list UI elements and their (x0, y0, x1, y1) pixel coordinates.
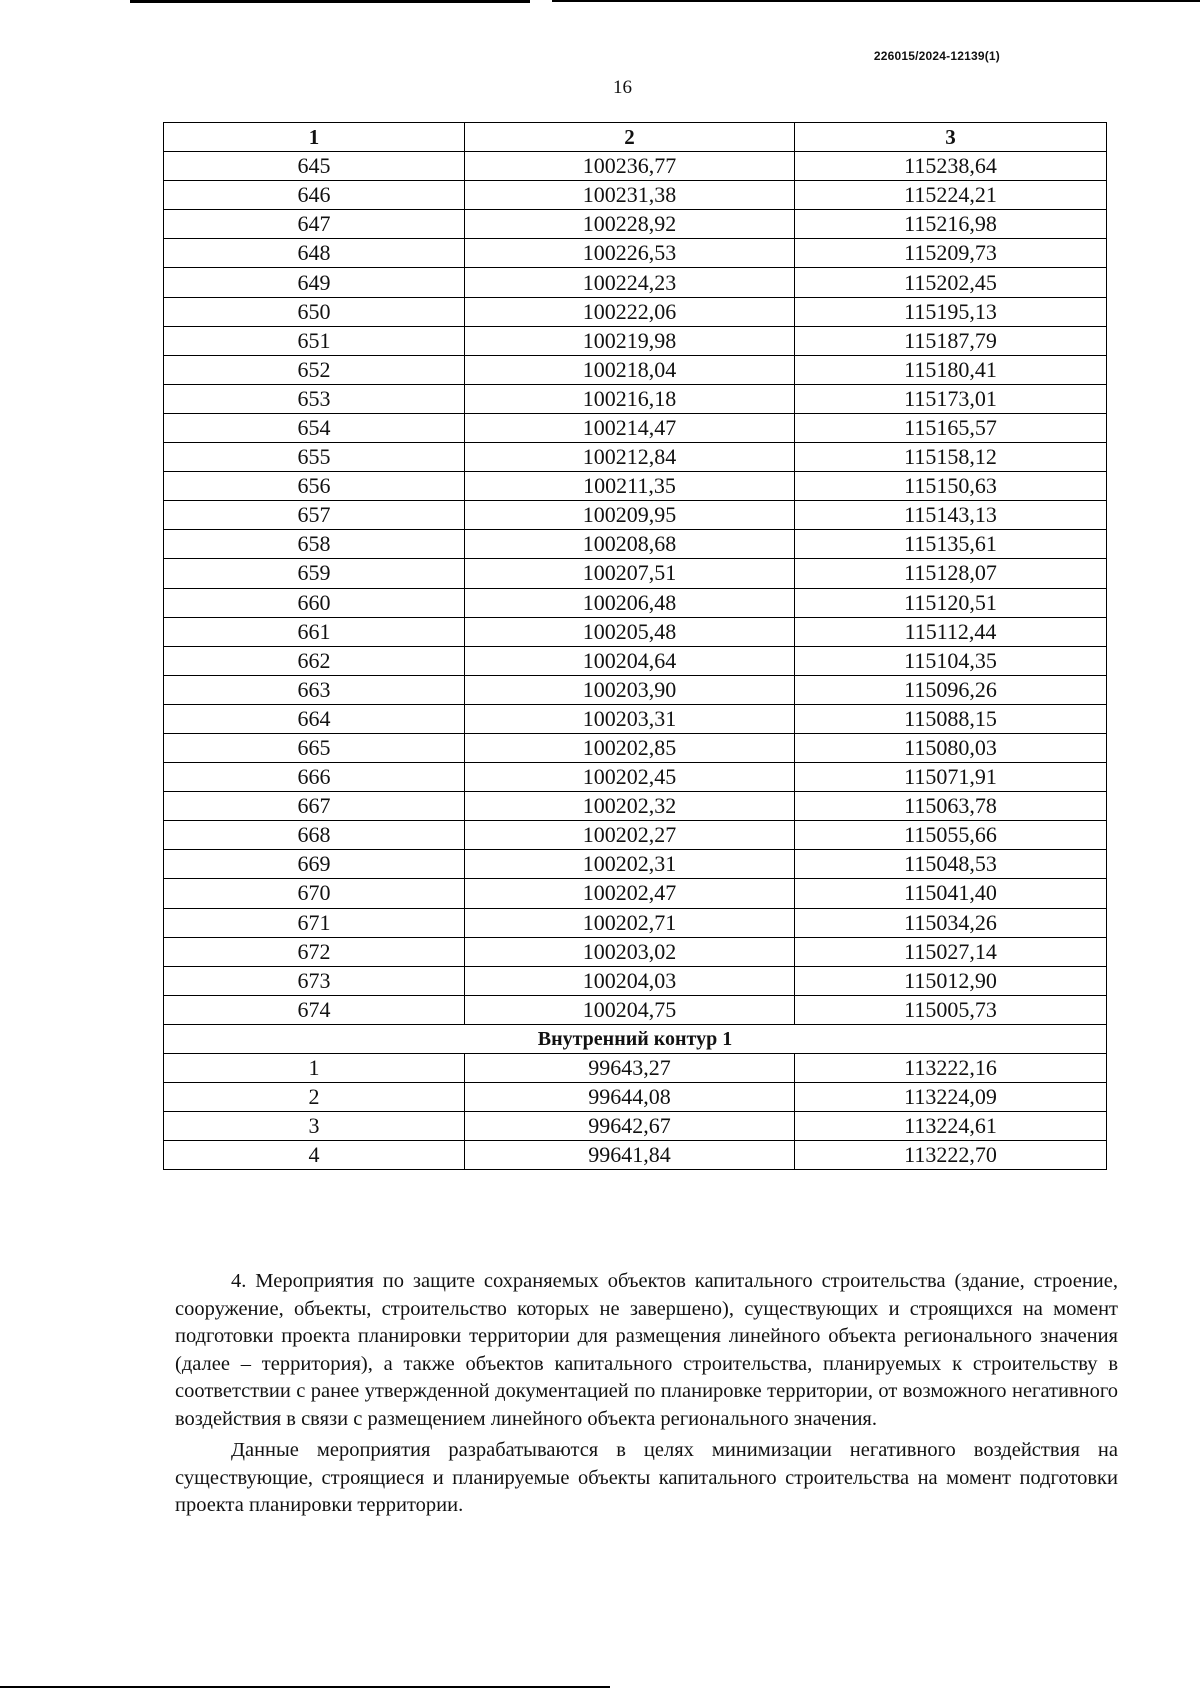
point-number-cell: 663 (164, 675, 465, 704)
table-row (164, 1083, 1107, 1112)
point-number-cell: 647 (164, 210, 465, 239)
point-number-cell: 645 (164, 152, 465, 181)
table-row (164, 1112, 1107, 1141)
y-coordinate-cell: 115238,64 (795, 152, 1107, 181)
y-coordinate-cell: 115202,45 (795, 268, 1107, 297)
x-coordinate-cell: 100236,77 (465, 152, 795, 181)
paragraph: Данные мероприятия разрабатываются в целях минимизации негативного воздействия на существующие, строящиеся и планируемые объекты капитального строительства на момент подготовки проекта планировки территории. (175, 1439, 1118, 1516)
x-coordinate-cell: 100209,95 (465, 501, 795, 530)
scan-edge-top-left (130, 0, 530, 3)
y-coordinate-cell: 115063,78 (795, 792, 1107, 821)
table-row (164, 501, 1107, 530)
y-coordinate-cell: 115165,57 (795, 413, 1107, 442)
x-coordinate-cell: 100204,03 (465, 966, 795, 995)
y-coordinate-cell: 115150,63 (795, 472, 1107, 501)
y-coordinate-cell: 115187,79 (795, 326, 1107, 355)
point-number-cell: 667 (164, 792, 465, 821)
point-number-cell: 673 (164, 966, 465, 995)
point-number-cell: 656 (164, 472, 465, 501)
x-coordinate-cell: 100222,06 (465, 297, 795, 326)
page-number: 16 (613, 77, 632, 98)
table-row (164, 384, 1107, 413)
table-body (164, 152, 1107, 1025)
point-number-cell: 654 (164, 413, 465, 442)
point-number-cell: 664 (164, 704, 465, 733)
point-number-cell: 661 (164, 617, 465, 646)
point-number-cell: 655 (164, 443, 465, 472)
table-row (164, 443, 1107, 472)
y-coordinate-cell: 115112,44 (795, 617, 1107, 646)
point-number-cell: 669 (164, 850, 465, 879)
point-number-cell: 646 (164, 181, 465, 210)
point-number-cell: 660 (164, 588, 465, 617)
body-text (175, 1268, 1118, 1524)
y-coordinate-cell: 115195,13 (795, 297, 1107, 326)
table-row (164, 763, 1107, 792)
table-row (164, 181, 1107, 210)
x-coordinate-cell: 100202,32 (465, 792, 795, 821)
y-coordinate-cell: 115041,40 (795, 879, 1107, 908)
point-number-cell: 662 (164, 646, 465, 675)
y-coordinate-cell: 115128,07 (795, 559, 1107, 588)
table-row (164, 908, 1107, 937)
x-coordinate-cell: 100226,53 (465, 239, 795, 268)
x-coordinate-cell: 100206,48 (465, 588, 795, 617)
scan-edge-bottom (0, 1686, 610, 1688)
x-coordinate-cell: 99642,67 (465, 1112, 795, 1141)
x-coordinate-cell: 100231,38 (465, 181, 795, 210)
table-row (164, 1141, 1107, 1170)
table-row (164, 152, 1107, 181)
point-number-cell: 653 (164, 384, 465, 413)
y-coordinate-cell: 115135,61 (795, 530, 1107, 559)
point-number-cell: 668 (164, 821, 465, 850)
x-coordinate-cell: 100214,47 (465, 413, 795, 442)
x-coordinate-cell: 100207,51 (465, 559, 795, 588)
x-coordinate-cell: 100202,27 (465, 821, 795, 850)
table-row (164, 646, 1107, 675)
y-coordinate-cell: 115096,26 (795, 675, 1107, 704)
point-number-cell: 672 (164, 937, 465, 966)
x-coordinate-cell: 100205,48 (465, 617, 795, 646)
y-coordinate-cell: 115158,12 (795, 443, 1107, 472)
x-coordinate-cell: 100202,31 (465, 850, 795, 879)
table-row (164, 472, 1107, 501)
table-row (164, 210, 1107, 239)
y-coordinate-cell: 115180,41 (795, 355, 1107, 384)
point-number-cell: 648 (164, 239, 465, 268)
point-number-cell: 3 (164, 1112, 465, 1141)
x-coordinate-cell: 100202,45 (465, 763, 795, 792)
x-coordinate-cell: 99643,27 (465, 1054, 795, 1083)
table-row (164, 559, 1107, 588)
table-row (164, 733, 1107, 762)
point-number-cell: 666 (164, 763, 465, 792)
x-coordinate-cell: 100212,84 (465, 443, 795, 472)
x-coordinate-cell: 100208,68 (465, 530, 795, 559)
point-number-cell: 658 (164, 530, 465, 559)
x-coordinate-cell: 100219,98 (465, 326, 795, 355)
table-row (164, 850, 1107, 879)
table-row (164, 297, 1107, 326)
table-row (164, 966, 1107, 995)
column-header: 2 (465, 123, 795, 152)
scan-edge-top-right (552, 0, 1200, 2)
table-row (164, 1054, 1107, 1083)
x-coordinate-cell: 100203,31 (465, 704, 795, 733)
x-coordinate-cell: 100203,02 (465, 937, 795, 966)
x-coordinate-cell: 100204,75 (465, 995, 795, 1024)
y-coordinate-cell: 115209,73 (795, 239, 1107, 268)
y-coordinate-cell: 115088,15 (795, 704, 1107, 733)
table-row (164, 995, 1107, 1024)
x-coordinate-cell: 100202,47 (465, 879, 795, 908)
y-coordinate-cell: 115012,90 (795, 966, 1107, 995)
point-number-cell: 649 (164, 268, 465, 297)
point-number-cell: 671 (164, 908, 465, 937)
y-coordinate-cell: 115005,73 (795, 995, 1107, 1024)
x-coordinate-cell: 100228,92 (465, 210, 795, 239)
point-number-cell: 659 (164, 559, 465, 588)
table-row (164, 704, 1107, 733)
y-coordinate-cell: 113224,61 (795, 1112, 1107, 1141)
y-coordinate-cell: 115120,51 (795, 588, 1107, 617)
point-number-cell: 651 (164, 326, 465, 355)
x-coordinate-cell: 99641,84 (465, 1141, 795, 1170)
table-row (164, 268, 1107, 297)
point-number-cell: 674 (164, 995, 465, 1024)
table-row (164, 239, 1107, 268)
y-coordinate-cell: 113222,16 (795, 1054, 1107, 1083)
table-row (164, 821, 1107, 850)
x-coordinate-cell: 100224,23 (465, 268, 795, 297)
point-number-cell: 2 (164, 1083, 465, 1112)
x-coordinate-cell: 99644,08 (465, 1083, 795, 1112)
section-table-body (164, 1054, 1107, 1170)
x-coordinate-cell: 100203,90 (465, 675, 795, 704)
coordinates-table (163, 122, 1107, 1170)
point-number-cell: 657 (164, 501, 465, 530)
y-coordinate-cell: 115071,91 (795, 763, 1107, 792)
point-number-cell: 650 (164, 297, 465, 326)
table-row (164, 413, 1107, 442)
y-coordinate-cell: 115173,01 (795, 384, 1107, 413)
y-coordinate-cell: 115055,66 (795, 821, 1107, 850)
section-heading: Внутренний контур 1 (164, 1024, 1107, 1053)
y-coordinate-cell: 115048,53 (795, 850, 1107, 879)
x-coordinate-cell: 100202,85 (465, 733, 795, 762)
paragraph: 4. Мероприятия по защите сохраняемых объектов капитального строительства (здание, строение, сооружение, объекты, строительство которых не завершено), существующих и строящихся на момент подготовки проекта планировки территории для размещения линейного объекта регионального значения (далее – территория), а также объектов капитального строительства, планируемых к строительству в соответствии с ранее утвержденной документацией по планировке территории, от возможного негативного воздействия в связи с размещением линейного объекта регионального значения. (175, 1270, 1118, 1430)
y-coordinate-cell: 113222,70 (795, 1141, 1107, 1170)
column-header: 1 (164, 123, 465, 152)
point-number-cell: 665 (164, 733, 465, 762)
x-coordinate-cell: 100218,04 (465, 355, 795, 384)
table-row (164, 792, 1107, 821)
table-row (164, 588, 1107, 617)
table-row (164, 530, 1107, 559)
x-coordinate-cell: 100211,35 (465, 472, 795, 501)
table-row (164, 326, 1107, 355)
table-row (164, 879, 1107, 908)
x-coordinate-cell: 100202,71 (465, 908, 795, 937)
column-header: 3 (795, 123, 1107, 152)
y-coordinate-cell: 115224,21 (795, 181, 1107, 210)
y-coordinate-cell: 115080,03 (795, 733, 1107, 762)
table-row (164, 937, 1107, 966)
y-coordinate-cell: 115027,14 (795, 937, 1107, 966)
point-number-cell: 652 (164, 355, 465, 384)
x-coordinate-cell: 100216,18 (465, 384, 795, 413)
point-number-cell: 1 (164, 1054, 465, 1083)
y-coordinate-cell: 113224,09 (795, 1083, 1107, 1112)
y-coordinate-cell: 115216,98 (795, 210, 1107, 239)
section-heading-row (164, 1024, 1107, 1053)
y-coordinate-cell: 115143,13 (795, 501, 1107, 530)
y-coordinate-cell: 115034,26 (795, 908, 1107, 937)
point-number-cell: 4 (164, 1141, 465, 1170)
table-header-row (164, 123, 1107, 152)
y-coordinate-cell: 115104,35 (795, 646, 1107, 675)
table-row (164, 617, 1107, 646)
point-number-cell: 670 (164, 879, 465, 908)
table-row (164, 355, 1107, 384)
x-coordinate-cell: 100204,64 (465, 646, 795, 675)
document-id: 226015/2024-12139(1) (873, 49, 1000, 63)
table-row (164, 675, 1107, 704)
